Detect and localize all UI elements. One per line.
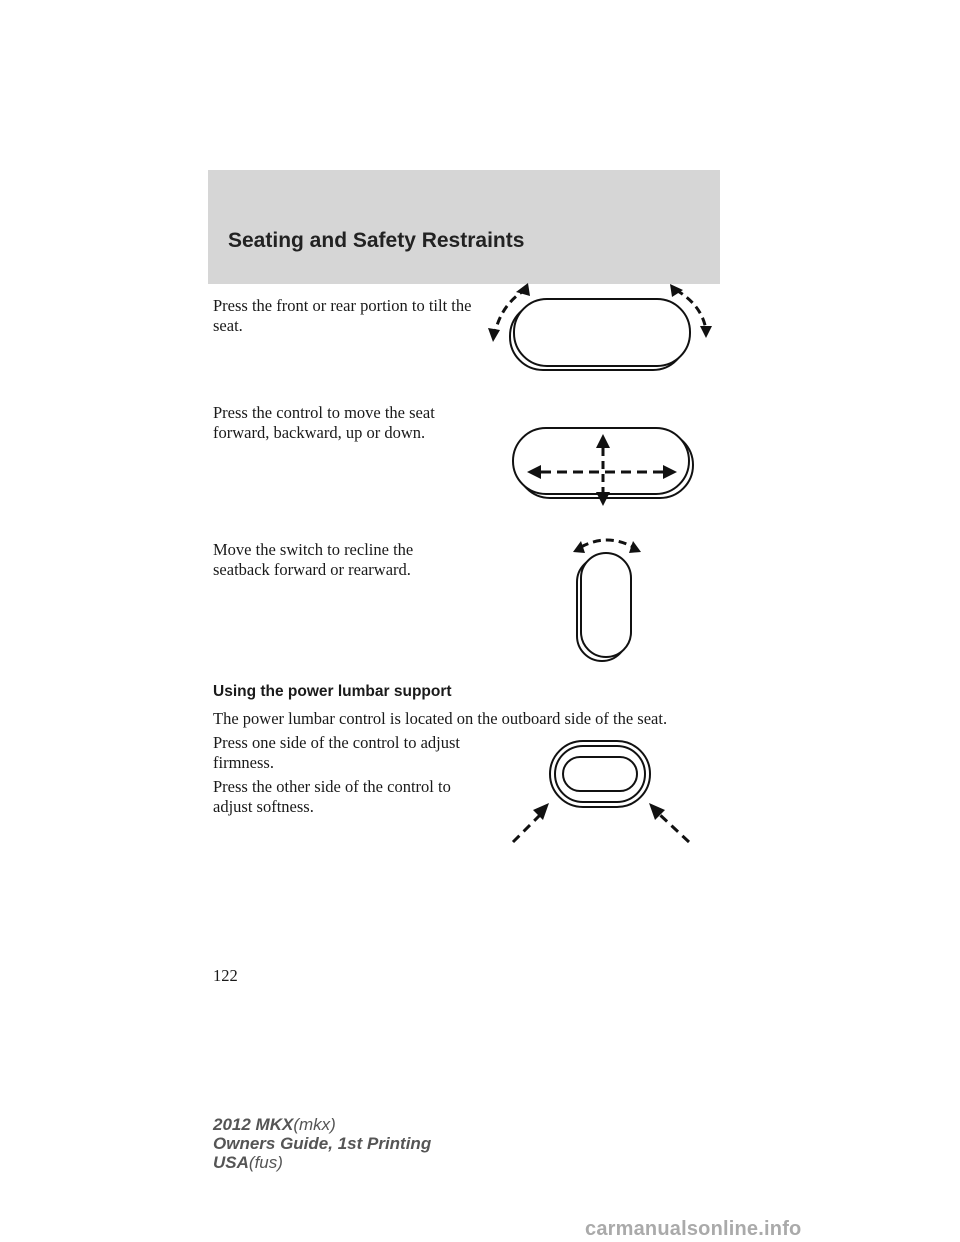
lumbar-heading: Using the power lumbar support (213, 683, 452, 700)
tilt-control-figure (480, 280, 720, 380)
footer-market: USA (213, 1153, 249, 1172)
footer-market-code: (fus) (248, 1153, 283, 1172)
recline-instruction: Move the switch to recline the seatback forward or rearward. (213, 540, 414, 579)
arrow-down-left-icon (488, 328, 500, 342)
section-title: Seating and Safety Restraints (228, 229, 525, 252)
move-control-figure (505, 420, 705, 510)
watermark-logo: carmanualsonline.info (585, 1218, 802, 1240)
softness-instruction: Press the other side of the control to adjust softness. (213, 777, 451, 816)
footer (213, 1115, 431, 1172)
tilt-instruction: Press the front or rear portion to tilt the seat. (213, 296, 472, 335)
footer-guide: Owners Guide, 1st Printing (213, 1134, 432, 1153)
arrow-up-left-icon (516, 283, 530, 296)
arrow-down-right-icon (700, 326, 712, 338)
header-band (208, 170, 720, 284)
lumbar-location-text: The power lumbar control is located on the outboard side of the seat. (213, 709, 668, 728)
arrow-firm-icon (533, 803, 549, 820)
lumbar-control-figure (505, 735, 705, 850)
arrow-up-right-icon (670, 284, 683, 297)
recline-switch-figure (565, 535, 655, 665)
footer-model: 2012 MKX (213, 1115, 294, 1134)
move-instruction: Press the control to move the seat forward, backward, up or down. (213, 403, 435, 442)
footer-model-code: (mkx) (293, 1115, 336, 1134)
firmness-instruction: Press one side of the control to adjust firmness. (213, 733, 461, 772)
page-number: 122 (213, 966, 238, 985)
